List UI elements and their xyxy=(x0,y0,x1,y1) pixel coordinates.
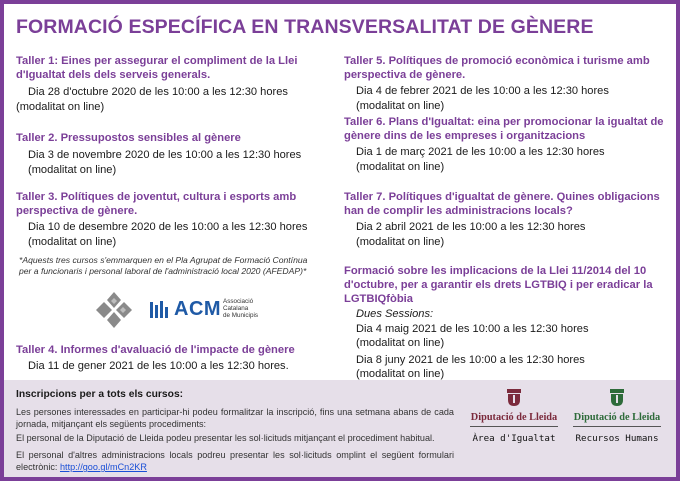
note-line: *Aquests tres cursos s'emmarquen en el Pla Agrupat de Formació Contínua xyxy=(19,255,308,265)
coat-of-arms-icon xyxy=(506,388,522,407)
afedap-note xyxy=(19,255,339,277)
taller-modality: (modalitat on line) xyxy=(356,160,445,173)
inscriptions-text: Les persones interessades en participar-hi podeu formalitzar la inscripció, fins una setmana abans de cada jornada, mitjançant els següents procediments: xyxy=(16,407,454,429)
dip-rrhh xyxy=(567,388,667,444)
taller-date: Dia 10 de desembre 2020 de les 10:00 a les 12:30 hores xyxy=(28,221,308,233)
inscriptions-text: El personal de la Diputació de Lleida podeu presentar les sol·licituds mitjançant el procediment habitual. xyxy=(16,433,435,443)
poster xyxy=(4,4,676,477)
taller-modality: (modalitat on line) xyxy=(28,163,117,176)
taller-3 xyxy=(16,190,336,249)
form-link[interactable]: http://goo.gl/mCn2KR xyxy=(59,462,147,472)
session-date: Dia 8 juny 2021 de les 10:00 a les 12:30 hores xyxy=(356,353,585,366)
formacio-lgtbiq xyxy=(344,264,669,382)
taller-date: Dia 28 d'octubre 2020 de les 10:00 a les 12:30 hores xyxy=(28,86,288,98)
taller-modality: (modalitat on line) xyxy=(16,100,105,113)
taller-date: Dia 3 de novembre 2020 de les 10:00 a les 12:30 hores xyxy=(28,149,302,161)
page-title: FORMACIÓ ESPECÍFICA EN TRANSVERSALITAT DE GÈNERE xyxy=(16,16,594,38)
taller-5 xyxy=(344,54,669,113)
taller-heading: Taller 3. Polítiques de joventut, cultura i esports amb xyxy=(16,191,297,203)
inscriptions-heading: Inscripcions per a tots els cursos: xyxy=(16,389,184,400)
taller-heading: Taller 6. Plans d'Igualtat: eina per promocionar la igualtat de xyxy=(344,116,664,128)
taller-2 xyxy=(16,131,336,177)
taller-7 xyxy=(344,190,669,249)
formacio-heading: LGTBIQfòbia xyxy=(344,293,413,305)
taller-1 xyxy=(16,54,336,114)
acm-name-line: de Municipis xyxy=(223,312,258,319)
dip-name: Diputació de Lleida xyxy=(470,412,558,423)
inscriptions-text xyxy=(16,449,454,473)
dip-igualtat xyxy=(464,388,564,444)
taller-heading: Taller 4. Informes d'avaluació de l'impacte de gènere xyxy=(16,344,295,356)
afedap-logo-icon xyxy=(94,290,134,330)
session-modality: (modalitat on line) xyxy=(356,337,445,349)
taller-4 xyxy=(16,343,336,374)
acm-name xyxy=(223,298,258,319)
taller-date: Dia 1 de març 2021 de les 10:00 a les 12:30 hores xyxy=(356,146,605,158)
inscriptions-footer xyxy=(4,380,676,477)
divider xyxy=(470,426,558,427)
note-line: per a funcionaris i personal laboral de l'administració local 2020 (AFEDAP)* xyxy=(19,266,307,276)
dip-dept: Àrea d'Igualtat xyxy=(472,433,556,444)
acm-name-line: Associació xyxy=(223,298,254,305)
taller-date: Dia 4 de febrer 2021 de les 10:00 a les 12:30 hores xyxy=(356,85,609,97)
taller-modality: (modalitat on line) xyxy=(28,235,117,248)
dip-dept: Recursos Humans xyxy=(575,433,659,444)
session-modality: (modalitat on line) xyxy=(356,368,445,380)
formacio-heading: Formació sobre les implicacions de la Llei 11/2014 del 10 xyxy=(344,265,647,277)
partner-logos xyxy=(88,290,348,328)
acm-logo-icon xyxy=(149,299,171,321)
form-text: El personal d'altres administracions locals podreu presentar les sol·licituds omplint el següent formulari electrònic: xyxy=(16,450,454,472)
dip-name: Diputació de Lleida xyxy=(573,412,661,423)
taller-date: Dia 2 abril 2021 de les 10:00 a les 12:30 hores xyxy=(356,221,586,233)
taller-heading: Taller 7. Polítiques d'igualtat de gènere. Quines obligacions xyxy=(344,191,660,203)
taller-modality: (modalitat on line) xyxy=(356,99,445,112)
acm-abbr: ACM xyxy=(174,298,222,320)
formacio-heading: d'octubre, per a garantir els drets LGTBIQ i per eradicar la xyxy=(344,279,653,291)
taller-heading: perspectiva de gènere. xyxy=(16,205,138,217)
coat-of-arms-icon xyxy=(609,388,625,407)
acm-name-line: Catalana xyxy=(223,305,249,312)
taller-modality: (modalitat on line) xyxy=(356,235,445,248)
taller-heading: Taller 5. Polítiques de promoció econòmica i turisme amb xyxy=(344,55,650,67)
divider xyxy=(573,426,661,427)
dues-sessions: Dues Sessions: xyxy=(356,308,434,320)
taller-heading: gènere dins de les empreses i organitzacions xyxy=(344,130,586,142)
taller-6 xyxy=(344,115,669,174)
taller-heading: Taller 1: Eines per assegurar el compliment de la Llei xyxy=(16,55,298,67)
taller-heading: Taller 2. Pressupostos sensibles al gènere xyxy=(16,132,241,144)
taller-heading: han de complir les administracions locals? xyxy=(344,205,573,217)
taller-heading: d'Igualtat dels dels serveis generals. xyxy=(16,69,211,81)
session-date: Dia 4 maig 2021 de les 10:00 a les 12:30 hores xyxy=(356,322,589,335)
taller-date: Dia 11 de gener 2021 de les 10:00 a les 12:30 hores. xyxy=(28,360,289,372)
taller-heading: perspectiva de gènere. xyxy=(344,69,466,81)
